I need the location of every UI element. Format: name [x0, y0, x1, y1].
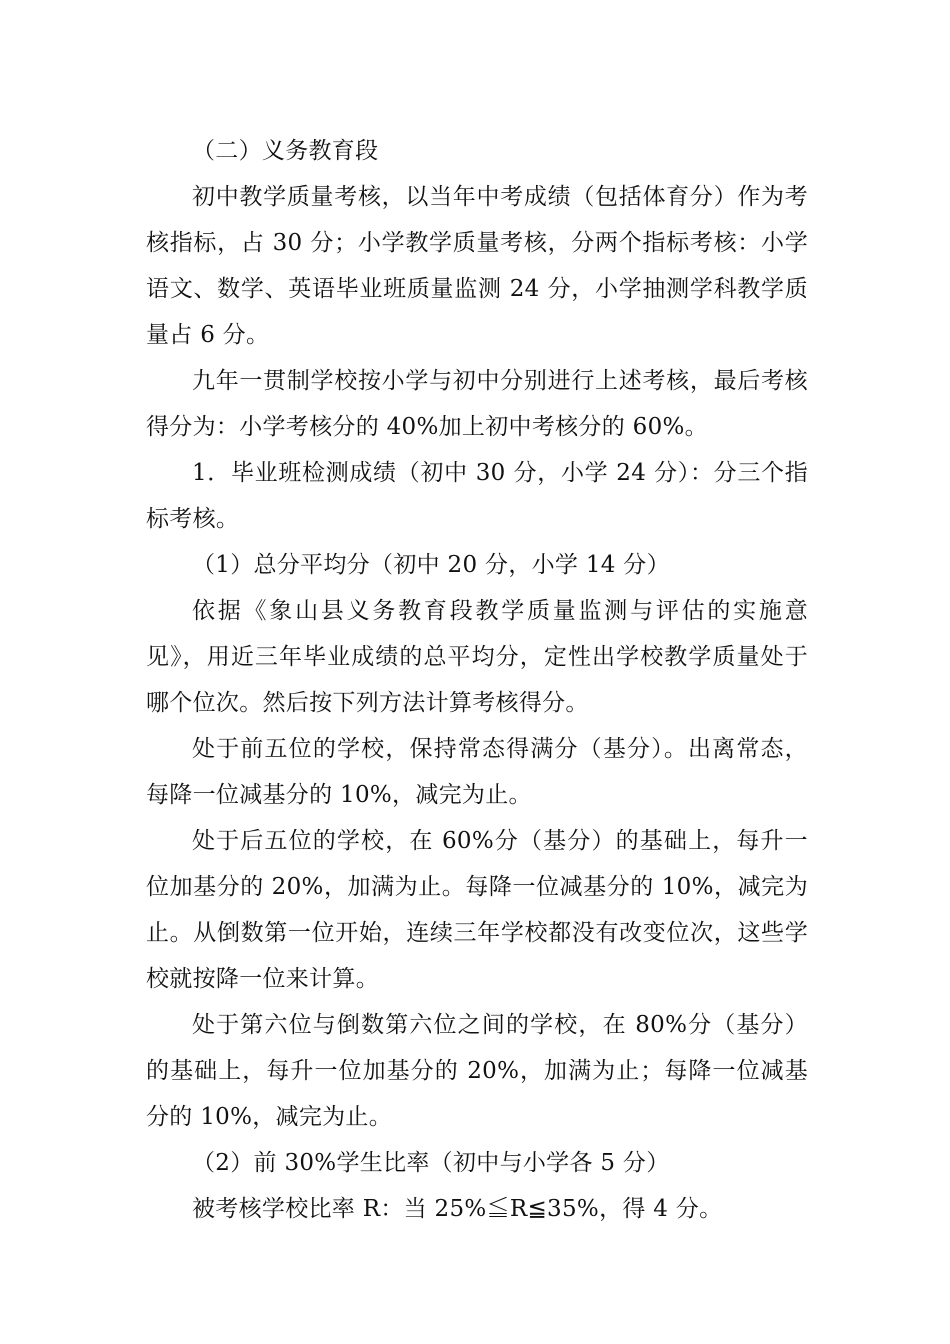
paragraph: 初中教学质量考核，以当年中考成绩（包括体育分）作为考核指标，占 30 分；小学教学质量考核，分两个指标考核：小学语文、数学、英语毕业班质量监测 24 分，小学抽测学科教学质量占 6 分。 [146, 184, 808, 348]
subsection-heading: （2）前 30%学生比率（初中与小学各 5 分） [192, 1150, 670, 1176]
document-body [146, 128, 808, 1232]
paragraph: 处于前五位的学校，保持常态得满分（基分）。出离常态，每降一位减基分的 10%，减完为止。 [146, 736, 808, 808]
subsection-heading: 1．毕业班检测成绩（初中 30 分，小学 24 分）：分三个指标考核。 [146, 460, 808, 532]
paragraph: 依据《象山县义务教育段教学质量监测与评估的实施意见》，用近三年毕业成绩的总平均分，定性出学校教学质量处于哪个位次。然后按下列方法计算考核得分。 [146, 598, 808, 716]
paragraph: 处于后五位的学校，在 60%分（基分）的基础上，每升一位加基分的 20%，加满为止。每降一位减基分的 10%，减完为止。从倒数第一位开始，连续三年学校都没有改变位次，这些学校就按降一位来计算。 [146, 828, 808, 992]
section-heading: （二）义务教育段 [192, 138, 379, 164]
paragraph: 被考核学校比率 R：当 25%≦R≦35%，得 4 分。 [192, 1196, 723, 1222]
paragraph: 九年一贯制学校按小学与初中分别进行上述考核，最后考核得分为：小学考核分的 40%加上初中考核分的 60%。 [146, 368, 808, 440]
paragraph: 处于第六位与倒数第六位之间的学校，在 80%分（基分）的基础上，每升一位加基分的 20%，加满为止；每降一位减基分的 10%，减完为止。 [146, 1012, 808, 1130]
subsection-heading: （1）总分平均分（初中 20 分，小学 14 分） [192, 552, 670, 578]
